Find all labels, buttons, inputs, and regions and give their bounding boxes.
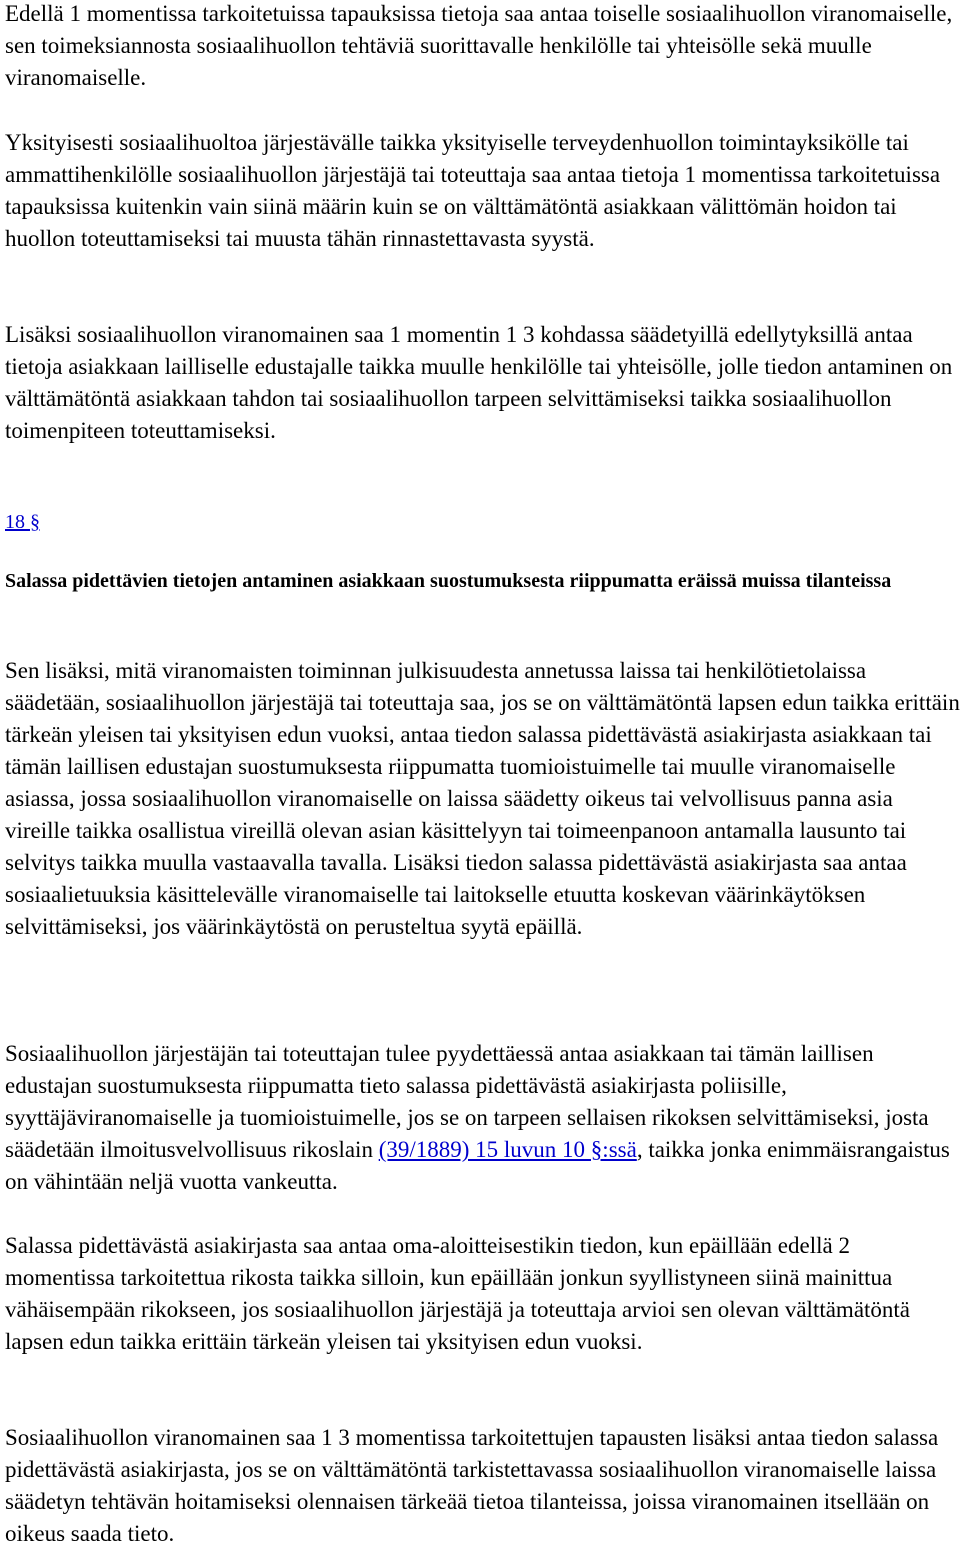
section-number <box>5 508 40 536</box>
paragraph-3: Lisäksi sosiaalihuollon viranomainen saa 1 momentin 1 3 kohdassa säädetyillä edellytyksillä antaa tietoja asiakkaan lailliselle edustajalle taikka muulle henkilölle tai yhteisölle, jolle tiedon antaminen on välttämätöntä asiakkaan tahdon tai sosiaalihuollon tarpeen selvittämiseksi taikka sosiaalihuollon toimenpiteen toteuttamiseksi. <box>5 322 953 443</box>
section-heading: Salassa pidettävien tietojen antaminen asiakkaan suostumuksesta riippumatta eräissä muissa tilanteissa <box>5 570 892 592</box>
section-18-link[interactable]: 18 § <box>5 511 40 533</box>
paragraph-5-text-after: , taikka jonka enimmäisrangaistus on vähintään neljä vuotta vankeutta. <box>5 1137 950 1194</box>
paragraph-2: Yksityisesti sosiaalihuoltoa järjestävälle taikka yksityiselle terveydenhuollon toimintayksikölle tai ammattihenkilölle sosiaalihuollon järjestäjä tai toteuttaja saa antaa tietoja 1 momentissa tarkoitetuissa tapauksissa kuitenkin vain siinä määrin kuin se on välttämätöntä asiakkaan välittömän hoidon tai huollon toteuttamiseksi tai muusta tähän rinnastettavasta syystä. <box>5 130 941 251</box>
paragraph-1: Edellä 1 momentissa tarkoitetuissa tapauksissa tietoja saa antaa toiselle sosiaalihuollon viranomaiselle, sen toimeksiannosta sosiaalihuollon tehtäviä suorittavalle henkilölle tai yhteisölle sekä muulle viranomaiselle. <box>5 1 953 90</box>
paragraph-4: Sen lisäksi, mitä viranomaisten toiminnan julkisuudesta annetussa laissa tai henkilötietolaissa säädetään, sosiaalihuollon järjestäjä tai toteuttaja saa, jos se on välttämätöntä lapsen edun taikka erittäin tärkeän yleisen tai yksityisen edun vuoksi, antaa tiedon salassa pidettävästä asiakirjasta asiakkaan tai tämän laillisen edustajan suostumuksesta riippumatta tuomioistuimelle tai muulle viranomaiselle asiassa, jossa sosiaalihuollon viranomaiselle on laissa säädetty oikeus tai velvollisuus panna asia vireille taikka osallistua vireillä olevan asian käsittelyyn tai toimeenpanoon antamalla lausunto tai selvitys taikka muulla vastaavalla tavalla. Lisäksi tiedon salassa pidettävästä asiakirjasta saa antaa sosiaalietuuksia käsittelevälle viranomaiselle tai laitokselle etuutta koskevan väärinkäytöksen selvittämiseksi, jos väärinkäytöstä on perusteltua syytä epäillä. <box>5 658 960 939</box>
paragraph-5 <box>5 1038 960 1198</box>
paragraph-7: Sosiaalihuollon viranomainen saa 1 3 momentissa tarkoitettujen tapausten lisäksi antaa tiedon salassa pidettävästä asiakirjasta, jos se on välttämätöntä tarkistettavassa sosiaalihuollon viranomaiselle laissa säädetyn tehtävän hoitamiseksi olennaisen tärkeää tietoa tilanteissa, joissa viranomainen itsellään on oikeus saada tieto. <box>5 1425 939 1546</box>
rikoslaki-link[interactable]: (39/1889) 15 luvun 10 §:ssä <box>378 1137 637 1162</box>
paragraph-5-text-before: Sosiaalihuollon järjestäjän tai toteuttajan tulee pyydettäessä antaa asiakkaan tai tämän laillisen edustajan suostumuksesta riippumatta tieto salassa pidettävästä asiakirjasta poliisille, syyttäjäviranomaiselle ja tuomioistuimelle, jos se on tarpeen sellaisen rikoksen selvittämiseksi, josta säädetään ilmoitusvelvollisuus rikoslain <box>5 1041 929 1162</box>
paragraph-6: Salassa pidettävästä asiakirjasta saa antaa oma-aloitteisestikin tiedon, kun epäillään edellä 2 momentissa tarkoitettua rikosta taikka silloin, kun epäillään jonkun syyllistyneen siinä mainittua vähäisempään rikokseen, jos sosiaalihuollon järjestäjä ja toteuttaja arvioi sen olevan välttämätöntä lapsen edun taikka erittäin tärkeän yleisen tai yksityisen edun vuoksi. <box>5 1233 911 1354</box>
